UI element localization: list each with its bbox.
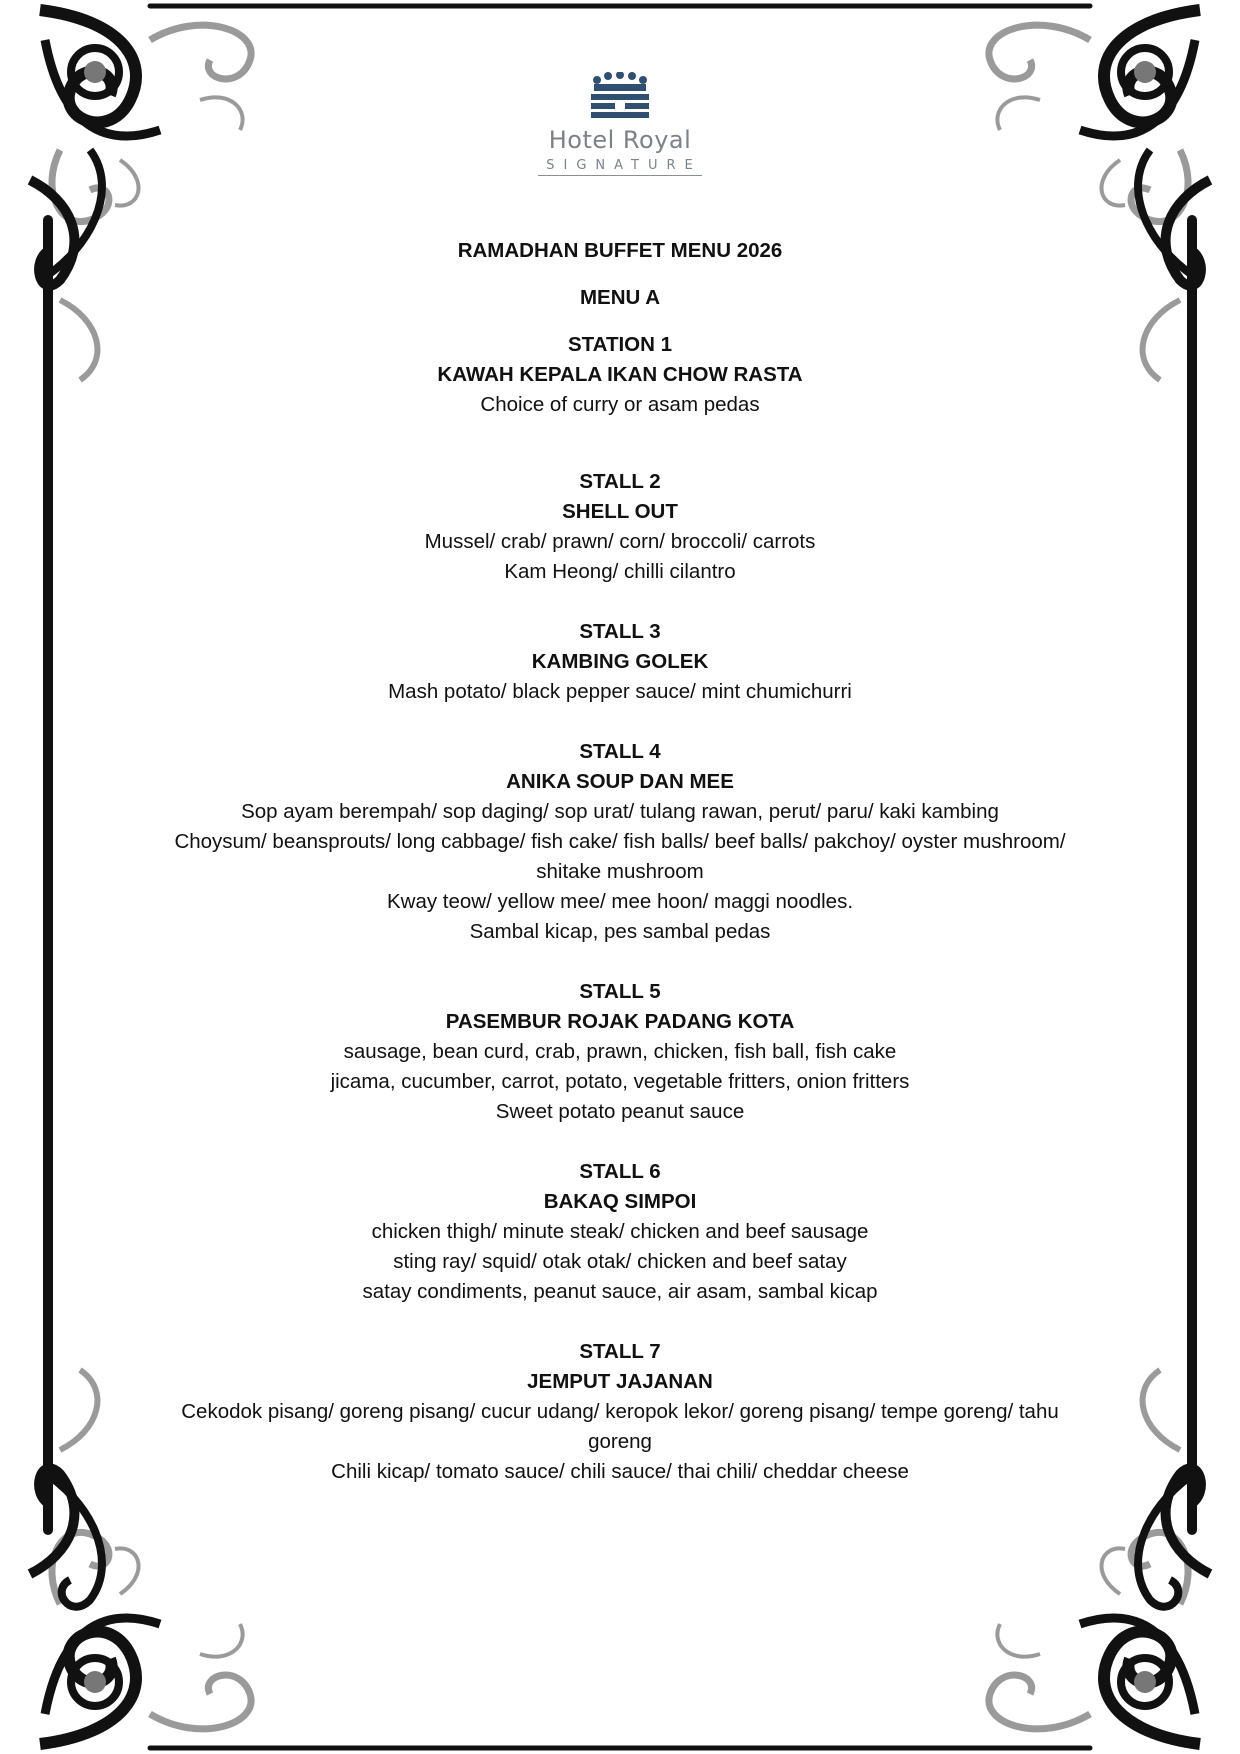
menu-item-line: Mussel/ crab/ prawn/ corn/ broccoli/ carrots bbox=[424, 530, 816, 553]
menu-section bbox=[120, 737, 1120, 947]
crown-logo-icon bbox=[589, 72, 651, 122]
menu-item-line: Sweet potato peanut sauce bbox=[495, 1100, 745, 1123]
menu-item-line: satay condiments, peanut sauce, air asam, sambal kicap bbox=[362, 1280, 878, 1303]
menu-item-line: goreng bbox=[588, 1430, 652, 1453]
menu-content bbox=[120, 236, 1120, 1517]
menu-item-line: Sop ayam berempah/ sop daging/ sop urat/ tulang rawan, perut/ paru/ kaki kambing bbox=[241, 800, 999, 823]
menu-item-line: Mash potato/ black pepper sauce/ mint chumichurri bbox=[388, 680, 852, 703]
section-name: KAMBING GOLEK bbox=[531, 650, 709, 673]
hotel-logo bbox=[520, 72, 720, 192]
section-label: STALL 6 bbox=[579, 1160, 661, 1183]
menu-item-line: Choysum/ beansprouts/ long cabbage/ fish cake/ fish balls/ beef balls/ pakchoy/ oyster mushroom/ bbox=[174, 830, 1066, 853]
menu-sections bbox=[120, 330, 1120, 1487]
menu-section bbox=[120, 977, 1120, 1127]
section-label: STALL 3 bbox=[579, 620, 661, 643]
menu-section bbox=[120, 1157, 1120, 1307]
section-name: ANIKA SOUP DAN MEE bbox=[506, 770, 734, 793]
section-label: STALL 2 bbox=[579, 470, 661, 493]
menu-section bbox=[120, 467, 1120, 587]
menu-item-line: Kam Heong/ chilli cilantro bbox=[504, 560, 736, 583]
menu-item-line: Choice of curry or asam pedas bbox=[480, 393, 760, 416]
menu-item-line: shitake mushroom bbox=[536, 860, 704, 883]
menu-label: MENU A bbox=[579, 286, 661, 309]
menu-title: RAMADHAN BUFFET MENU 2026 bbox=[457, 239, 783, 262]
section-label: STALL 7 bbox=[579, 1340, 661, 1363]
section-label: STALL 4 bbox=[579, 740, 661, 763]
menu-section bbox=[120, 330, 1120, 420]
section-name: JEMPUT JAJANAN bbox=[527, 1370, 713, 1393]
section-name: SHELL OUT bbox=[562, 500, 678, 523]
menu-section bbox=[120, 1337, 1120, 1487]
hotel-subtitle: SIGNATURE bbox=[538, 158, 701, 176]
section-name: KAWAH KEPALA IKAN CHOW RASTA bbox=[437, 363, 803, 386]
section-name: PASEMBUR ROJAK PADANG KOTA bbox=[445, 1010, 795, 1033]
hotel-name: Hotel Royal bbox=[548, 126, 692, 154]
menu-item-line: sting ray/ squid/ otak otak/ chicken and beef satay bbox=[393, 1250, 847, 1273]
menu-item-line: Sambal kicap, pes sambal pedas bbox=[469, 920, 771, 943]
menu-item-line: sausage, bean curd, crab, prawn, chicken, fish ball, fish cake bbox=[343, 1040, 897, 1063]
section-label: STATION 1 bbox=[567, 333, 673, 356]
section-label: STALL 5 bbox=[579, 980, 661, 1003]
menu-item-line: jicama, cucumber, carrot, potato, vegetable fritters, onion fritters bbox=[330, 1070, 910, 1093]
menu-section bbox=[120, 617, 1120, 707]
menu-item-line: chicken thigh/ minute steak/ chicken and beef sausage bbox=[371, 1220, 869, 1243]
section-name: BAKAQ SIMPOI bbox=[543, 1190, 697, 1213]
menu-item-line: Kway teow/ yellow mee/ mee hoon/ maggi noodles. bbox=[386, 890, 854, 913]
menu-item-line: Chili kicap/ tomato sauce/ chili sauce/ thai chili/ cheddar cheese bbox=[331, 1460, 909, 1483]
menu-item-line: Cekodok pisang/ goreng pisang/ cucur udang/ keropok lekor/ goreng pisang/ tempe goreng/ tahu bbox=[181, 1400, 1059, 1423]
